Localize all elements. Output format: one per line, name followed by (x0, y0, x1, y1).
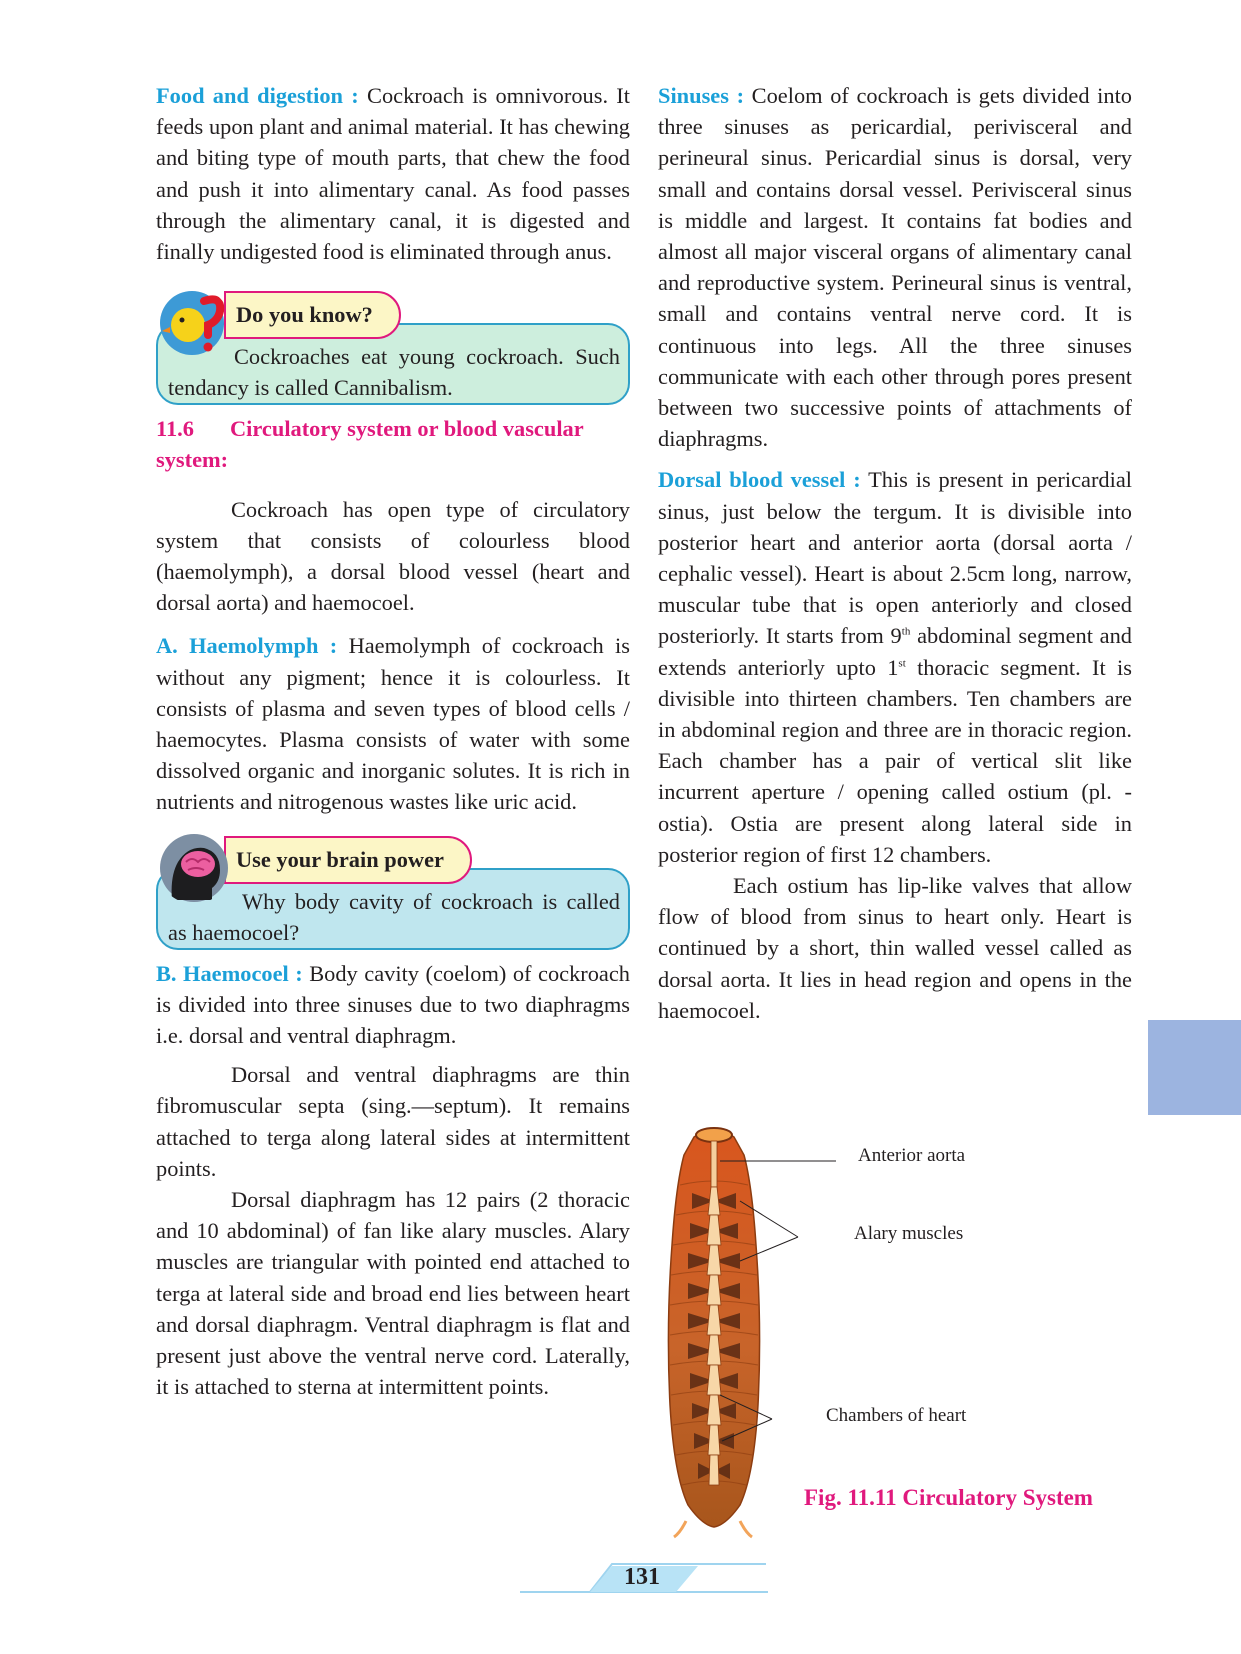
sinuses-paragraph (658, 80, 1132, 454)
dorsal-vessel-text-1: This is present in pericardial sinus, just below the tergum. It is divisible into posterior heart and anterior aorta (dorsal aorta / cephalic vessel). Heart is about 2.5cm long, narrow, muscular tube that is open anteriorly and closed posteriorly. It starts from 9 (658, 467, 1132, 649)
do-you-know-text: Cockroaches eat young cockroach. Such tendancy is called Cannibalism. (168, 344, 620, 401)
do-you-know-title: Do you know? (224, 291, 401, 339)
ostium-paragraph: Each ostium has lip-like valves that allow flow of blood from sinus to heart only. Heart is continued by a short, thin walled vessel called as dorsal aorta. It lies in head region and opens in the haemocoel. (658, 873, 1132, 1023)
food-digestion-text: Cockroach is omnivorous. It feeds upon plant and animal material. It has chewing and biting type of mouth parts, that chew the food and push it into alimentary canal. As food passes through the alimentary canal, it is digested and finally undigested food is eliminated through anus. (156, 83, 630, 265)
section-number: 11.6 (156, 416, 194, 442)
sinuses-heading: Sinuses : (658, 83, 745, 108)
superscript-th: th (901, 625, 911, 638)
haemolymph-paragraph (156, 630, 630, 817)
section-heading (156, 413, 630, 475)
superscript-st: st (898, 657, 906, 670)
figure-caption: Fig. 11.11 Circulatory System (804, 1485, 1093, 1510)
page-number: 131 (624, 1564, 660, 1590)
chapter-side-tab (1148, 1020, 1241, 1115)
diaphragms-paragraph: Dorsal and ventral diaphragms are thin fibromuscular septa (sing.—septum). It remains attached to terga along lateral sides at intermittent points. (156, 1062, 630, 1181)
left-column (156, 80, 630, 1403)
circulatory-intro: Cockroach has open type of circulatory system that consists of colourless blood (haemolymph), a dorsal blood vessel (heart and dorsal aorta) and haemocoel. (156, 496, 630, 616)
right-column (658, 80, 1132, 1026)
haemolymph-heading: A. Haemolymph : (156, 633, 338, 659)
food-digestion-paragraph (156, 80, 630, 267)
label-chambers-of-heart: Chambers of heart (826, 1405, 967, 1426)
dorsal-diaphragm-paragraph: Dorsal diaphragm has 12 pairs (2 thoracic and 10 abdominal) of fan like alary muscles. Alary muscles are triangular with pointed end attached to terga at lateral side and broad end lies between heart and dorsal diaphragm. Ventral diaphragm is flat and present just above the ventral nerve cord. Laterally, it is attached to sterna at intermittent points. (156, 1187, 630, 1400)
food-digestion-heading: Food and digestion : (156, 83, 359, 108)
dorsal-vessel-heading: Dorsal blood vessel : (658, 467, 861, 493)
haemocoel-text: Body cavity (coelom) of cockroach is divided into three sinuses due to two diaphragms i.e. dorsal and ventral diaphragm. (156, 960, 630, 1049)
haemocoel-paragraph (156, 958, 630, 1052)
label-alary-muscles: Alary muscles (854, 1223, 964, 1244)
dorsal-vessel-text-2: abdominal segment and extends anteriorly upto 1 (658, 623, 1132, 680)
brain-power-text: Why body cavity of cockroach is called as haemocoel? (168, 888, 620, 945)
do-you-know-box (156, 287, 630, 405)
brain-power-box (156, 832, 630, 950)
brain-power-body (168, 886, 620, 948)
section-title: Circulatory system or blood vascular system: (156, 416, 584, 473)
label-anterior-aorta: Anterior aorta (858, 1145, 966, 1166)
brain-power-title: Use your brain power (224, 836, 472, 884)
haemolymph-text: Haemolymph of cockroach is without any pigment; hence it is colourless. It consists of plasma and seven types of blood cells / haemocytes. Plasma consists of water with some dissolved organic and inorganic solutes. It is rich in nutrients and nitrogenous wastes like uric acid. (156, 633, 630, 815)
page-number-area (520, 1562, 770, 1594)
circulatory-system-figure (640, 1125, 1160, 1545)
dorsal-vessel-text-3: thoracic segment. It is divisible into thirteen chambers. Ten chambers are in abdominal region and three are in thoracic region. Each chamber has a pair of vertical slit like incurrent aperture / opening called ostium (pl. - ostia). Ostia are present along lateral side in posterior region of first 12 chambers. (658, 654, 1132, 867)
do-you-know-body (168, 341, 620, 403)
haemocoel-heading: B. Haemocoel : (156, 960, 303, 986)
cockroach-heart-illustration (640, 1125, 1160, 1545)
sinuses-text: Coelom of cockroach is gets divided into three sinuses as pericardial, perivisceral and perineural sinus. Pericardial sinus is dorsal, very small and contains dorsal vessel. Perivisceral sinus is middle and largest. It contains fat bodies and almost all major visceral organs of alimentary canal and reproductive system. Perineural sinus is ventral, small and contains ventral nerve cord. It is continuous into legs. All the three sinuses communicate with each other through pores present between two successive points of attachments of diaphragms. (658, 83, 1132, 452)
dorsal-vessel-paragraph (658, 464, 1132, 870)
